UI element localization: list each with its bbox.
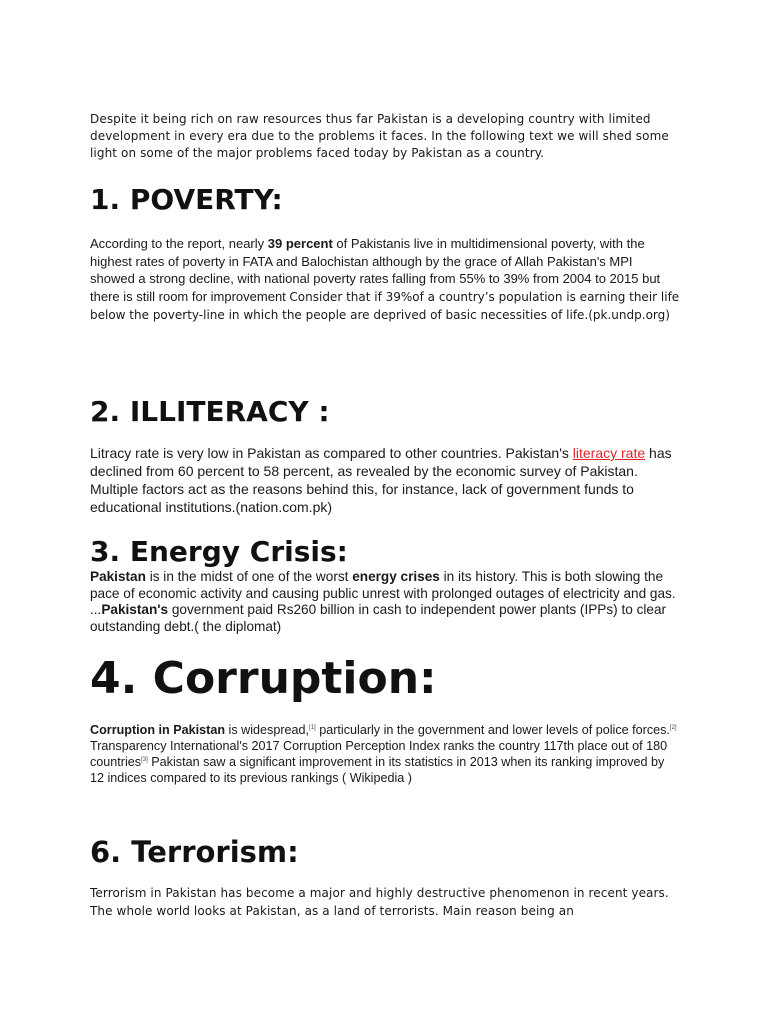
energy-paragraph bbox=[90, 569, 680, 635]
energy-pakistans-bold: Pakistan's bbox=[101, 602, 169, 617]
illiteracy-text-start: Litracy rate is very low in Pakistan as compared to other countries. Pakistan's bbox=[90, 445, 573, 461]
corruption-ref-1[interactable]: [1] bbox=[309, 725, 316, 731]
corruption-text-2: particularly in the government and lower levels of police forces. bbox=[315, 723, 670, 737]
energy-pakistan-bold: Pakistan bbox=[90, 569, 146, 584]
poverty-paragraph bbox=[90, 235, 680, 325]
energy-text-1: is in the midst of one of the worst bbox=[145, 569, 353, 584]
energy-heading: 3. Energy Crisis: bbox=[90, 535, 348, 568]
poverty-text-start: According to the report, nearly bbox=[90, 236, 268, 251]
illiteracy-heading: 2. ILLITERACY : bbox=[90, 395, 330, 428]
energy-text-3: government paid Rs260 billion in cash to independent power plants (IPPs) to clear outstanding debt.( the diplomat) bbox=[90, 602, 667, 634]
illiteracy-text-end: has declined from 60 percent to 58 percent, as revealed by the economic survey of Pakistan. Multiple factors act as the reasons behind this, for instance, lack of government funds to educational institutions.(nation.com.pk) bbox=[90, 445, 672, 515]
corruption-text-4: Pakistan saw a significant improvement in its statistics in 2013 when its ranking improved by 12 indices compared to its previous rankings ( Wikipedia ) bbox=[90, 755, 665, 785]
corruption-text-1: is widespread, bbox=[225, 723, 310, 737]
energy-crises-bold: energy crises bbox=[352, 569, 440, 584]
corruption-paragraph bbox=[90, 722, 680, 786]
energy-text-2: in its history. This is both slowing the pace of economic activity and causing public unrest with prolonged outages of electricity and gas. ... bbox=[90, 569, 676, 617]
corruption-ref-3[interactable]: [3] bbox=[141, 757, 148, 763]
illiteracy-paragraph bbox=[90, 444, 680, 516]
poverty-text-mid: of Pakistanis live in multidimensional poverty, with the highest rates of poverty in FATA and Balochistan although by the grace of Allah Pakistan's MPI showed a strong decline, with national poverty rates falling from 55% to 39% from 2004 to 2015 but there is still room for improvement bbox=[90, 236, 661, 304]
corruption-bold: Corruption in Pakistan bbox=[90, 723, 226, 737]
poverty-percent-bold: 39 percent bbox=[267, 236, 333, 251]
corruption-ref-2[interactable]: [2] bbox=[669, 725, 677, 731]
poverty-text-end: Consider that if 39%of a country’s population is earning their life below the poverty-line in which the people are deprived of basic necessities of life.(pk.undp.org) bbox=[90, 289, 680, 323]
poverty-heading: 1. POVERTY: bbox=[90, 183, 283, 216]
literacy-rate-link[interactable]: literacy rate bbox=[572, 445, 646, 461]
corruption-heading: 4. Corruption: bbox=[90, 653, 437, 704]
corruption-text-3: Transparency International's 2017 Corruption Perception Index ranks the country 117th place out of 180 countries bbox=[90, 739, 668, 769]
terrorism-paragraph: Terrorism in Pakistan has become a major and highly destructive phenomenon in recent years. The whole world looks at Pakistan, as a land of terrorists. Main reason being an bbox=[90, 886, 669, 918]
terrorism-heading: 6. Terrorism: bbox=[90, 835, 299, 869]
intro-paragraph: Despite it being rich on raw resources thus far Pakistan is a developing country with limited development in every era due to the problems it faces. In the following text we will shed some light on some of the major problems faced today by Pakistan as a country. bbox=[90, 112, 669, 160]
